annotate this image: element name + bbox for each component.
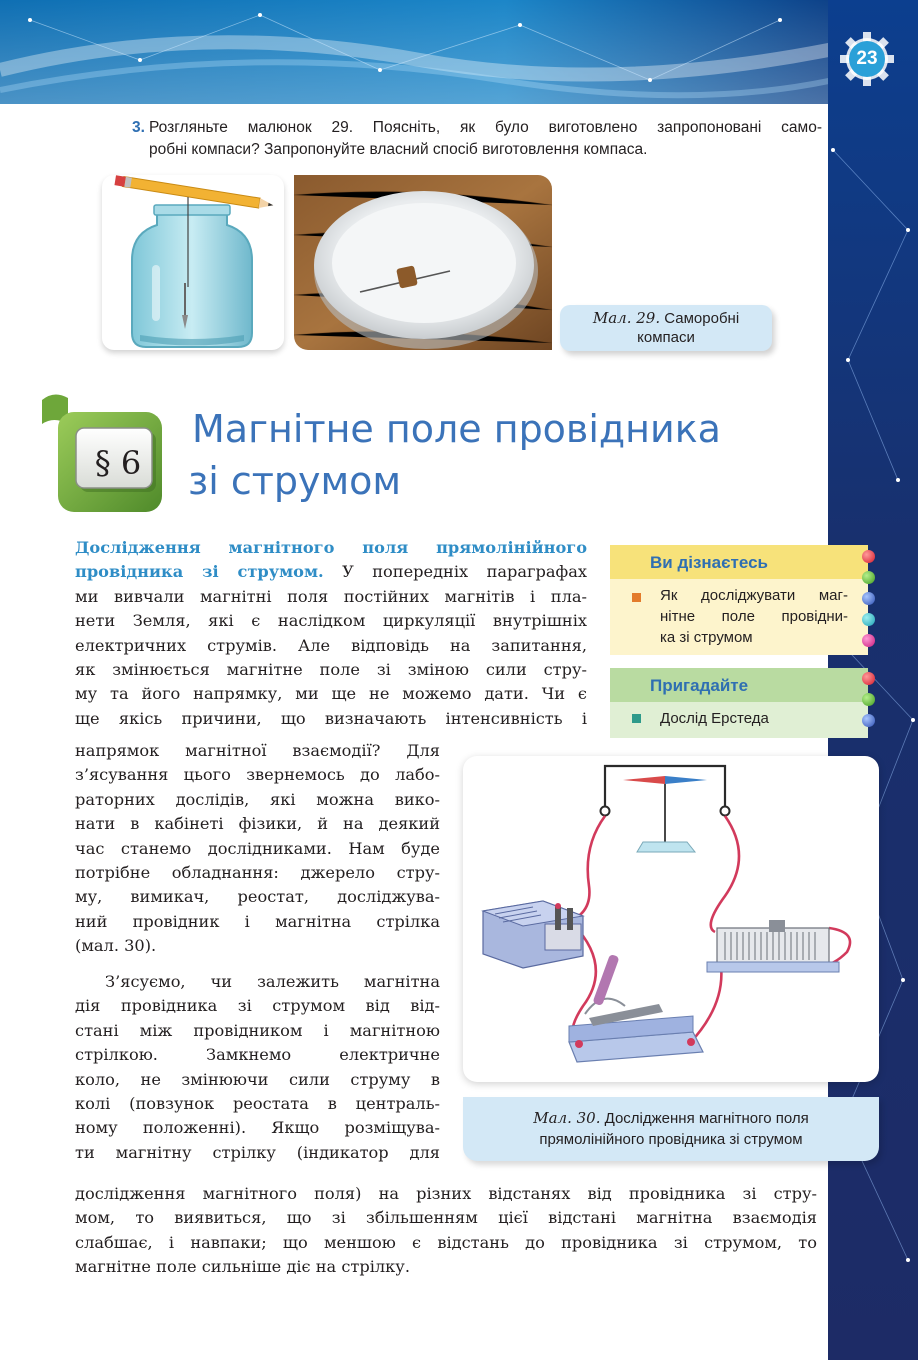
green-dot-icon <box>862 693 875 706</box>
caption-text: Дослідження магнітного поля <box>600 1110 809 1127</box>
text-line: З’ясуємо, чи залежить магнітна <box>105 972 440 991</box>
text-line: дослідження магнітного поля) на різних відстанях від провідника зі стру- <box>75 1184 817 1203</box>
recall-box <box>610 668 868 738</box>
text-line: ще якісь причини, що визначають інтенсивність і <box>75 708 587 728</box>
page-number: 23 <box>856 48 878 69</box>
caption-text: компаси <box>637 329 695 346</box>
circuit-diagram-illustration <box>463 756 879 1082</box>
text-line: У попередніх параграфах <box>323 562 587 582</box>
figure-30-circuit <box>463 756 879 1082</box>
text-line: му, вимикач, реостат, досліджува- <box>75 887 440 907</box>
text-line: ти магнітну стрілку (індикатор для <box>75 1142 440 1162</box>
box-item-line: нітне поле провідни- <box>660 608 848 625</box>
text-line: з’ясування цього звернемось до лабо- <box>75 765 440 785</box>
magenta-dot-icon <box>862 634 875 647</box>
box-body <box>610 579 868 655</box>
cyan-dot-icon <box>862 613 875 626</box>
square-bullet-icon <box>632 593 641 602</box>
section-title-line: Магнітне поле провідника <box>192 407 721 451</box>
green-dot-icon <box>862 571 875 584</box>
figure-29-jar-compass <box>102 175 284 350</box>
text-line: час станемо дослідниками. Нам буде <box>75 838 440 858</box>
text-line: раторних дослідів, які можна вико- <box>75 789 440 809</box>
square-bullet-icon <box>632 714 641 723</box>
red-dot-icon <box>862 550 875 563</box>
highlighted-heading: Дослідження магнітного поля прямолінійного <box>75 538 587 557</box>
jar-compass-illustration <box>102 175 284 350</box>
text-line: нати в кабінеті фізики, й на деякий <box>75 814 440 834</box>
figure-30-caption <box>463 1097 879 1161</box>
text-line: коло, не змінюючи сили струму в <box>75 1069 440 1089</box>
box-body <box>610 702 868 738</box>
text-line: (мал. 30). <box>75 936 157 956</box>
text-line: стрілкою. Замкнемо електричне <box>75 1045 440 1065</box>
figure-29-caption <box>560 305 772 351</box>
paragraph <box>75 739 440 959</box>
space-header-background <box>0 0 918 104</box>
section-title-line: зі струмом <box>188 459 402 503</box>
bowl-compass-photo <box>294 175 552 350</box>
paragraph <box>75 1182 817 1280</box>
box-title: Пригадайте <box>610 668 868 702</box>
section-number: § 6 <box>94 444 142 482</box>
question-line: робні компаси? Запропонуйте власний спосіб виготовлення компаса. <box>149 141 648 158</box>
text-line: електричних струмів. Але відповідь на запитання, <box>75 635 587 655</box>
text-line: потрібне обладнання: джерело стру- <box>75 863 440 883</box>
text-line: дія провідника зі струмом від від- <box>75 996 440 1016</box>
text-line: му та його напрямку, ми ще не можемо дати. Чи є <box>75 684 587 704</box>
blue-dot-icon <box>862 714 875 727</box>
text-line: ному положенні). Якщо розміщува- <box>75 1118 440 1138</box>
question-3 <box>132 117 822 161</box>
caption-label: Мал. 30. <box>533 1109 601 1127</box>
caption-text: Саморобні <box>664 310 740 327</box>
question-text <box>149 117 822 161</box>
text-line: як змінюється магнітне поле зі зміною сили стру- <box>75 660 587 680</box>
text-line: ми вивчали магнітні поля постійних магнітів і пла- <box>75 586 587 606</box>
paragraph <box>75 970 440 1165</box>
you-will-learn-box <box>610 545 868 655</box>
text-line: стані між провідником і магнітною <box>75 1020 440 1040</box>
caption-label: Мал. 29. <box>592 309 661 327</box>
caption-text: прямолінійного провідника зі струмом <box>539 1131 803 1148</box>
text-line: нети Земля, які є наслідком циркуляції внутрішніх <box>75 611 587 631</box>
text-line: магнітне поле сильніше діє на стрілку. <box>75 1257 410 1277</box>
blue-dot-icon <box>862 592 875 605</box>
red-dot-icon <box>862 672 875 685</box>
box-item-line: ка зі струмом <box>660 629 753 646</box>
text-line: ний провідник і магнітна стрілка <box>75 911 440 931</box>
text-line: напрямок магнітної взаємодії? Для <box>75 741 440 760</box>
box-item-line: Як досліджувати маг- <box>660 587 848 604</box>
paragraph <box>75 536 587 731</box>
box-title: Ви дізнаєтесь <box>610 545 868 579</box>
section-title <box>188 403 748 507</box>
text-line: мом, то виявиться, що зі збільшенням цієї відстані магнітна взаємодія <box>75 1208 817 1228</box>
text-line: слабшає, і навпаки; що меншою є відстань до провідника зі струмом, то <box>75 1232 817 1252</box>
figure-29-bowl-compass <box>294 175 552 350</box>
box-item: Дослід Ерстеда <box>660 710 769 727</box>
text-line: колі (повзунок реостата в централь- <box>75 1094 440 1114</box>
question-number: 3. <box>132 119 145 136</box>
highlighted-heading: провідника зі струмом. <box>75 562 324 582</box>
question-line: Розгляньте малюнок 29. Поясніть, як було виготовлено запропоновані само- <box>149 119 822 136</box>
